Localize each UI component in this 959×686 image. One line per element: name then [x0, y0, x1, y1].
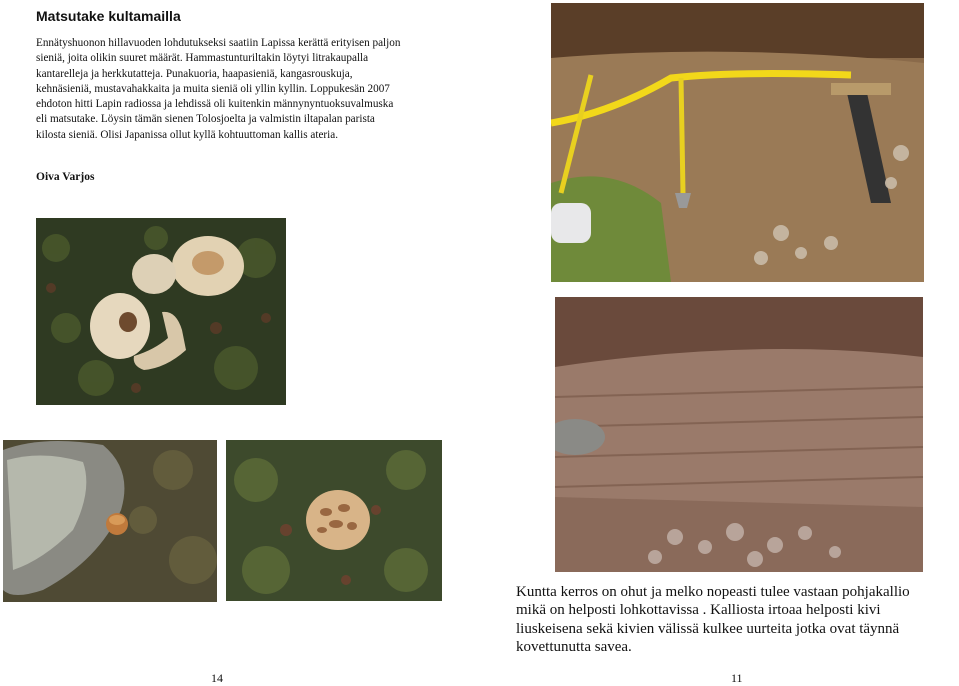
photo-rock-mushroom	[3, 440, 217, 602]
article-paragraph: Ennätyshuonon hillavuoden lohdutukseksi saatiin Lapissa kerättä erityisen paljon sieniä, joita olikin suuret määrät. Hammastunturiltakin löytyi litrakaupalla kantarelleja ja herkkutatteja. Punakuoria, haapasieniä, kangasrouskuja, kehnäsieniä, mustavahakkaita ja muita sieniä oli yllin kyllin. Loppukesän 2007 ehdoton hitti Lapin radiossa ja lehdissä oli kuitenkin männynyntuoksuvalmuska eli matsutake. Löysin tämän sienen Tolosjoelta ja valmistin iltapalan parista kilosta sieniä. Olisi Japanissa ollut kyllä kohtuuttoman kallis ateria.	[36, 37, 401, 141]
photo-dig-site-sluice	[551, 3, 924, 282]
article-author: Oiva Varjos	[36, 171, 95, 183]
photo-matsutake-single	[226, 440, 442, 601]
photo-bedrock-layers	[555, 297, 923, 572]
article-title: Matsutake kultamailla	[36, 8, 181, 24]
page-number-right: 11	[731, 671, 743, 685]
page-number-left: 14	[211, 671, 223, 685]
photo-mushroom-group	[36, 218, 286, 405]
photo-caption: Kuntta kerros on ohut ja melko nopeasti tulee vastaan pohjakallio mikä on helposti lohkottavissa . Kalliosta irtoaa helposti kivi liuskeisena sekä kivien välissä kulkee uurteita jotka ovat täynnä kovettunutta savea.	[516, 584, 910, 656]
